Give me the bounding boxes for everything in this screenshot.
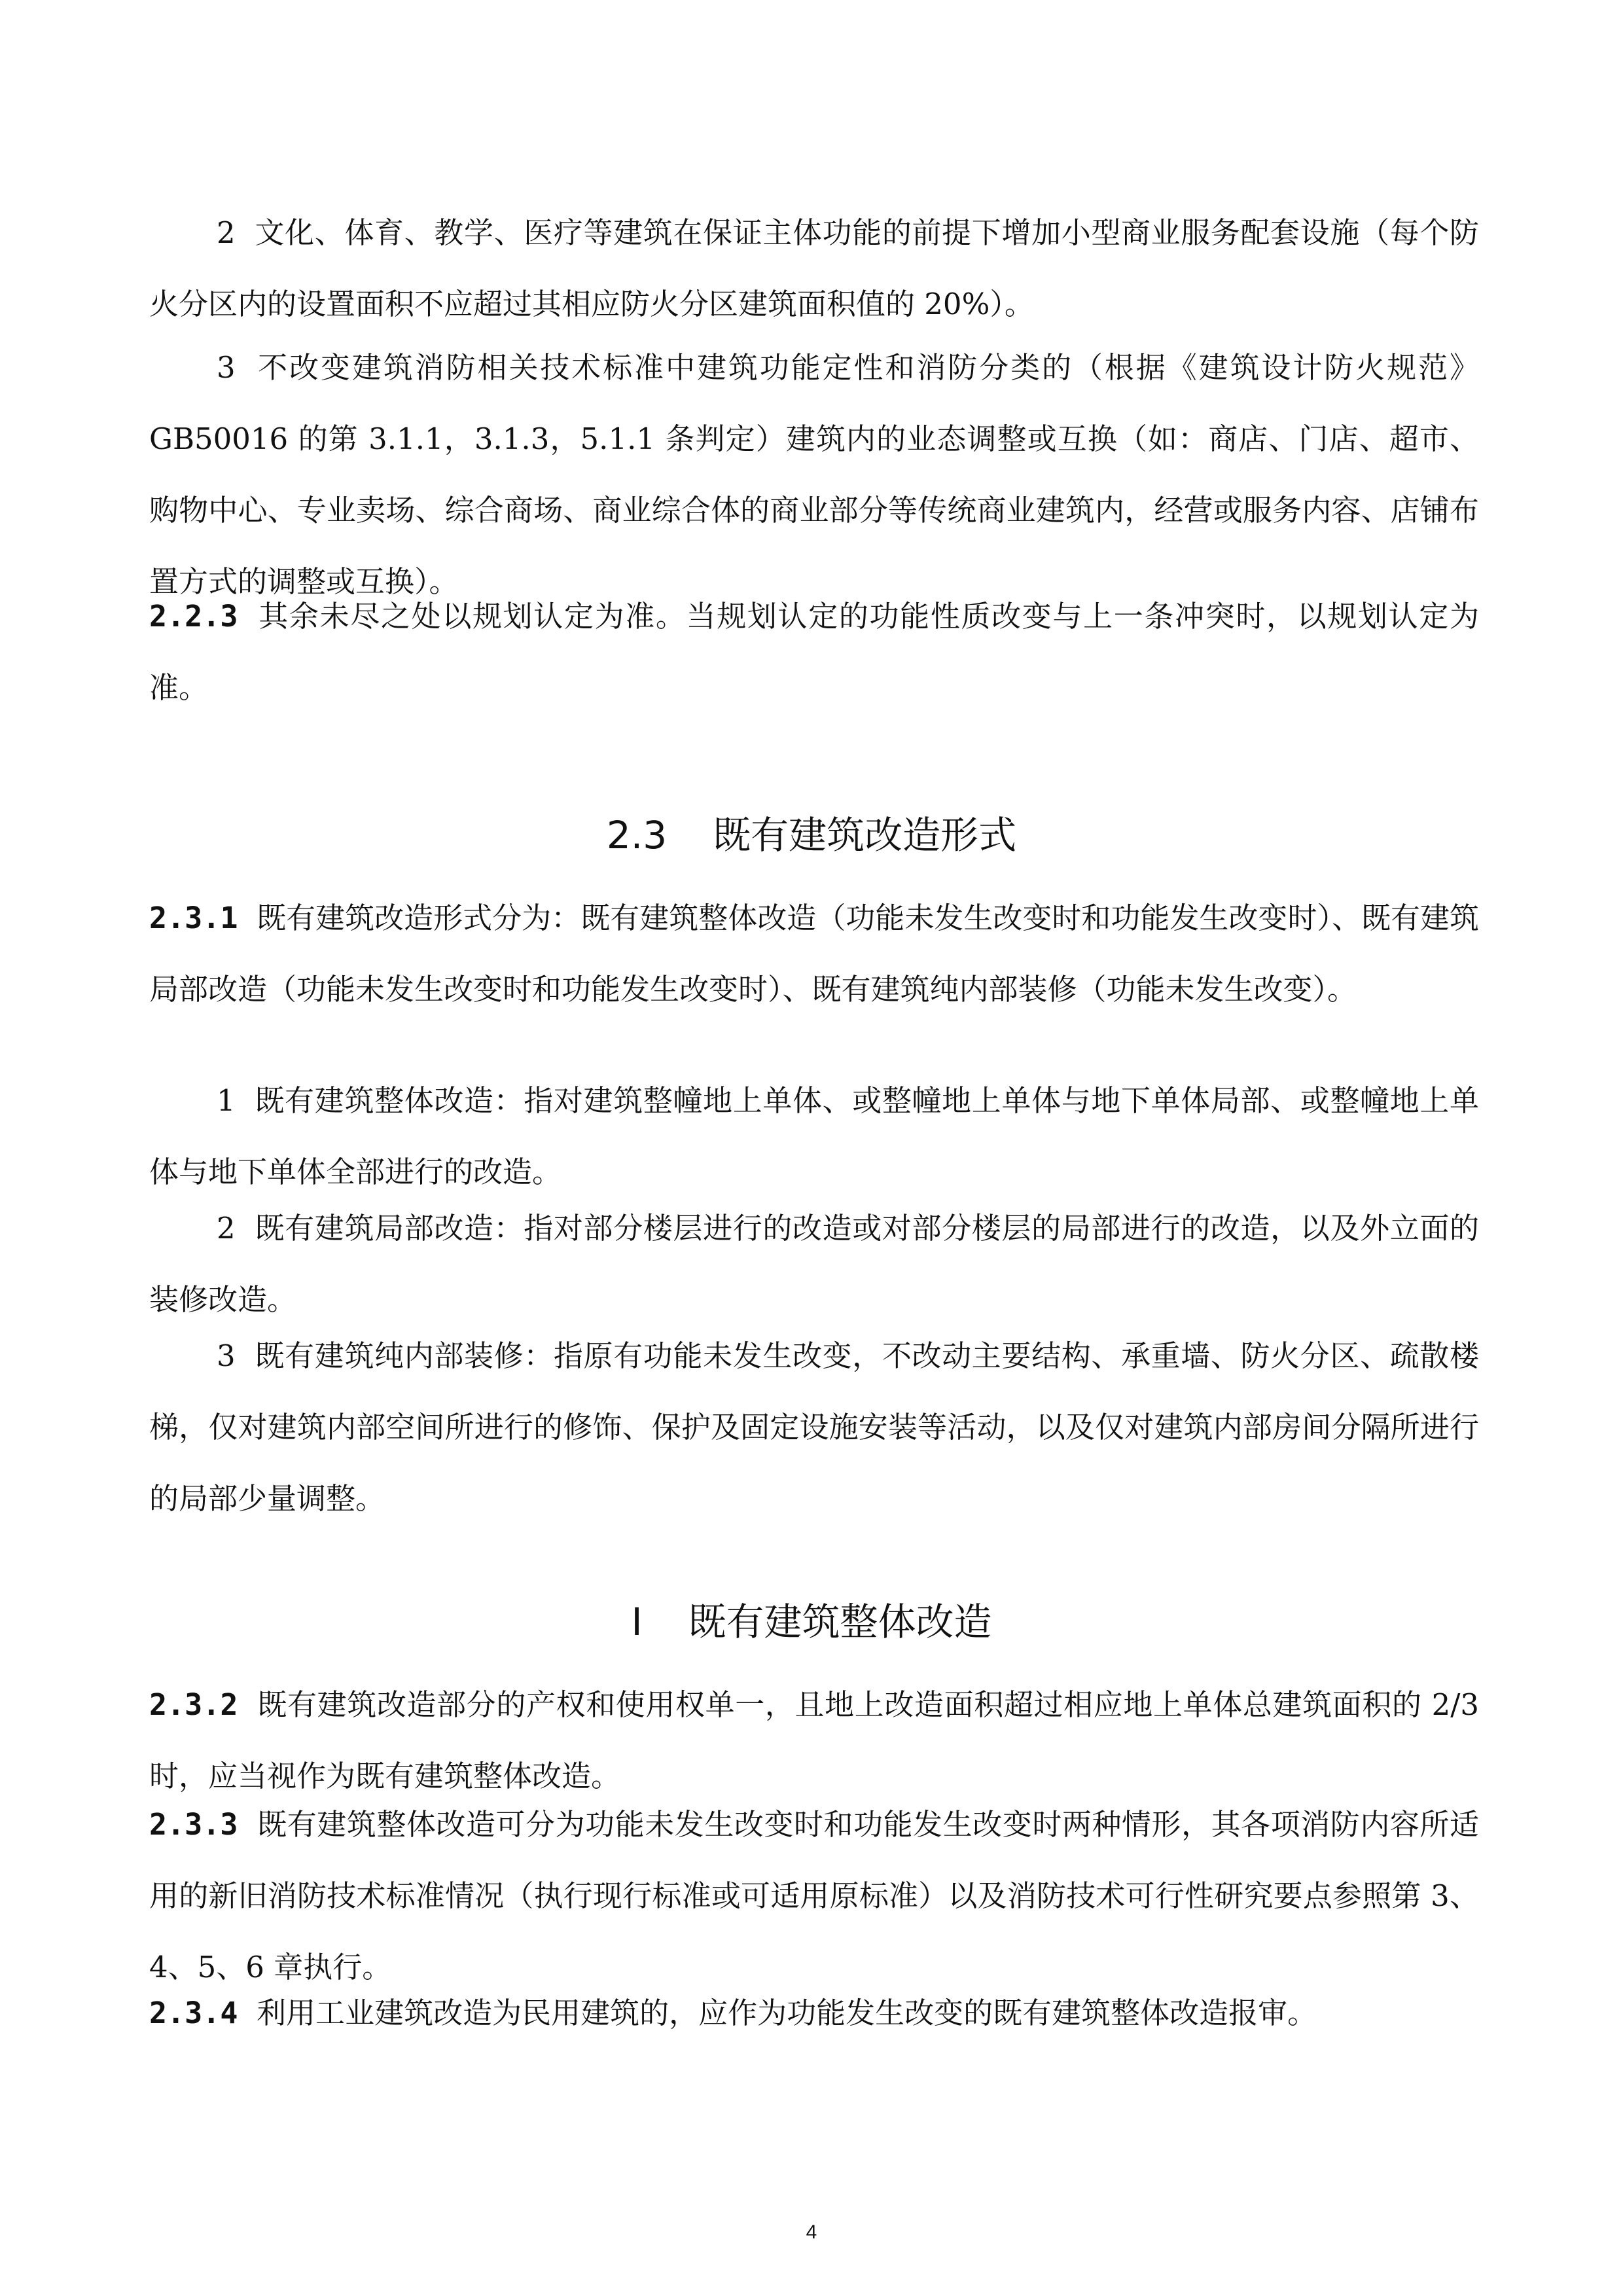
clause-number: 2.3.2	[149, 1687, 238, 1722]
section-number: 2.3	[606, 813, 668, 857]
clause-number: 2.3.1	[149, 901, 238, 935]
clause-text: 既有建筑改造形式分为：既有建筑整体改造（功能未发生改变时和功能发生改变时）、既有建筑局部改造（功能未发生改变时和功能发生改变时）、既有建筑纯内部装修（功能未发生改变）。	[149, 901, 1479, 1007]
clause-text: 利用工业建筑改造为民用建筑的，应作为功能发生改变的既有建筑整体改造报审。	[257, 1996, 1317, 2030]
item-number: 3	[217, 1338, 236, 1373]
paragraph-item-2b	[149, 1193, 1479, 1335]
clause-number: 2.2.3	[149, 599, 238, 634]
item-number: 2	[217, 215, 236, 250]
paragraph-item-3b	[149, 1320, 1479, 1534]
item-text: 既有建筑局部改造：指对部分楼层进行的改造或对部分楼层的局部进行的改造，以及外立面的装修改造。	[149, 1211, 1479, 1317]
item-text: 不改变建筑消防相关技术标准中建筑功能定性和消防分类的（根据《建筑设计防火规范》GB50016 的第 3.1.1，3.1.3，5.1.1 条判定）建筑内的业态调整或互换（如：商店、门店、超市、购物中心、专业卖场、综合商场、商业综合体的商业部分等传统商业建筑内，经营或服务内容、店铺布置方式的调整或互换）。	[149, 350, 1479, 599]
section-heading-2-3	[0, 809, 1623, 861]
section-heading-I	[0, 1596, 1623, 1648]
paragraph-item-3	[149, 332, 1479, 617]
clause-text: 其余未尽之处以规划认定为准。当规划认定的功能性质改变与上一条冲突时，以规划认定为准。	[149, 599, 1479, 705]
clause-2-3-3	[149, 1789, 1479, 2003]
page-number: 4	[806, 2221, 817, 2243]
clause-text: 既有建筑改造部分的产权和使用权单一，且地上改造面积超过相应地上单体总建筑面积的 2/3 时，应当视作为既有建筑整体改造。	[149, 1687, 1479, 1793]
section-number: I	[631, 1600, 643, 1644]
clause-number: 2.3.3	[149, 1807, 238, 1842]
section-title: 既有建筑改造形式	[713, 813, 1017, 857]
section-title: 既有建筑整体改造	[688, 1600, 992, 1644]
clause-2-3-1	[149, 882, 1479, 1025]
item-text: 文化、体育、教学、医疗等建筑在保证主体功能的前提下增加小型商业服务配套设施（每个防火分区内的设置面积不应超过其相应防火分区建筑面积值的 20%）。	[149, 215, 1479, 321]
clause-text: 既有建筑整体改造可分为功能未发生改变时和功能发生改变时两种情形，其各项消防内容所适用的新旧消防技术标准情况（执行现行标准或可适用原标准）以及消防技术可行性研究要点参照第 3、4、5、6 章执行。	[149, 1807, 1479, 1984]
item-text: 既有建筑整体改造：指对建筑整幢地上单体、或整幢地上单体与地下单体局部、或整幢地上单体与地下单体全部进行的改造。	[149, 1083, 1479, 1189]
clause-2-3-4	[149, 1977, 1479, 2049]
item-number: 3	[217, 350, 236, 385]
paragraph-item-1	[149, 1065, 1479, 1208]
paragraph-item-2	[149, 197, 1479, 340]
item-text: 既有建筑纯内部装修：指原有功能未发生改变，不改动主要结构、承重墙、防火分区、疏散楼梯，仅对建筑内部空间所进行的修饰、保护及固定设施安装等活动，以及仅对建筑内部房间分隔所进行的局部少量调整。	[149, 1338, 1479, 1516]
clause-2-2-3	[149, 581, 1479, 723]
item-number: 2	[217, 1211, 236, 1246]
clause-number: 2.3.4	[149, 1996, 238, 2030]
item-number: 1	[217, 1083, 236, 1118]
